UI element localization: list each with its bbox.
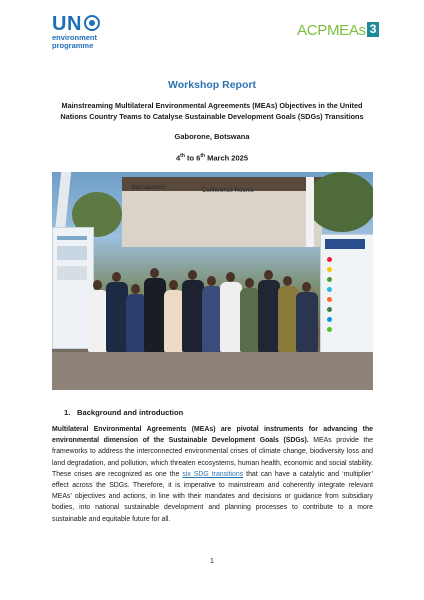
tree xyxy=(307,172,373,232)
body-text-1: MEAs provide the frameworks to address the interconnected environmental crises of climate change, biodiversity loss and land degradation, and pollution, which threaten ecosystems, human health, economic and social stability. These crises are recognized as one the xyxy=(52,437,373,478)
acp-logo-number: 3 xyxy=(367,22,379,37)
acp-logo-text: ACPMEAs xyxy=(297,22,366,39)
page-number: 1 xyxy=(210,558,214,565)
pavement xyxy=(52,352,373,390)
section-heading: 1. Background and introduction xyxy=(64,408,184,417)
body-bold-lead: Multilateral Environmental Agreements (MEAs) are pivotal instruments for advancing the environmental dimension of the Sustainable Development Goals (SDGs). xyxy=(52,426,373,445)
building-sign-right: Conference Rooms xyxy=(202,188,254,194)
un-logo-text: UN xyxy=(52,13,82,35)
flag-banner-right xyxy=(306,177,314,247)
report-title: Workshop Report xyxy=(168,79,256,91)
un-environment-logo xyxy=(52,14,100,50)
un-emblem-icon xyxy=(84,15,100,31)
body-text-2: that can have a catalytic and ‘multiplier’ effect across the SDGs. Therefore, it is imperative to mainstream and coherently integrate relevant MEAs’ objectives and actions, in line with their mandates and decisions or guidance from subsidiary bodies, into national sustainable development and planning processes to contribute to a more sustainable and equitable future for all. xyxy=(52,470,373,523)
logo-environment-text: environment xyxy=(52,33,98,42)
report-subtitle: Mainstreaming Multilateral Environmental Agreements (MEAs) Objectives in the United Nations Country Teams to Catalyse Sustainable Development Goals (SDGs) Transitions xyxy=(60,101,364,121)
section-body xyxy=(52,424,373,525)
acp-meas-logo xyxy=(297,22,379,39)
building-sign-left: Mainakanelo xyxy=(132,185,167,191)
six-sdg-transitions-link[interactable]: six SDG transitions xyxy=(182,470,244,478)
rollup-banner-right xyxy=(320,234,373,358)
report-dates: 4th to 6th March 2025 xyxy=(175,153,248,163)
report-location: Gaborone, Botswana xyxy=(174,132,250,141)
logo-programme-text: programme xyxy=(52,41,94,50)
flag-banner-left xyxy=(55,172,71,232)
group-photo xyxy=(52,172,373,390)
group-of-people xyxy=(88,252,320,352)
